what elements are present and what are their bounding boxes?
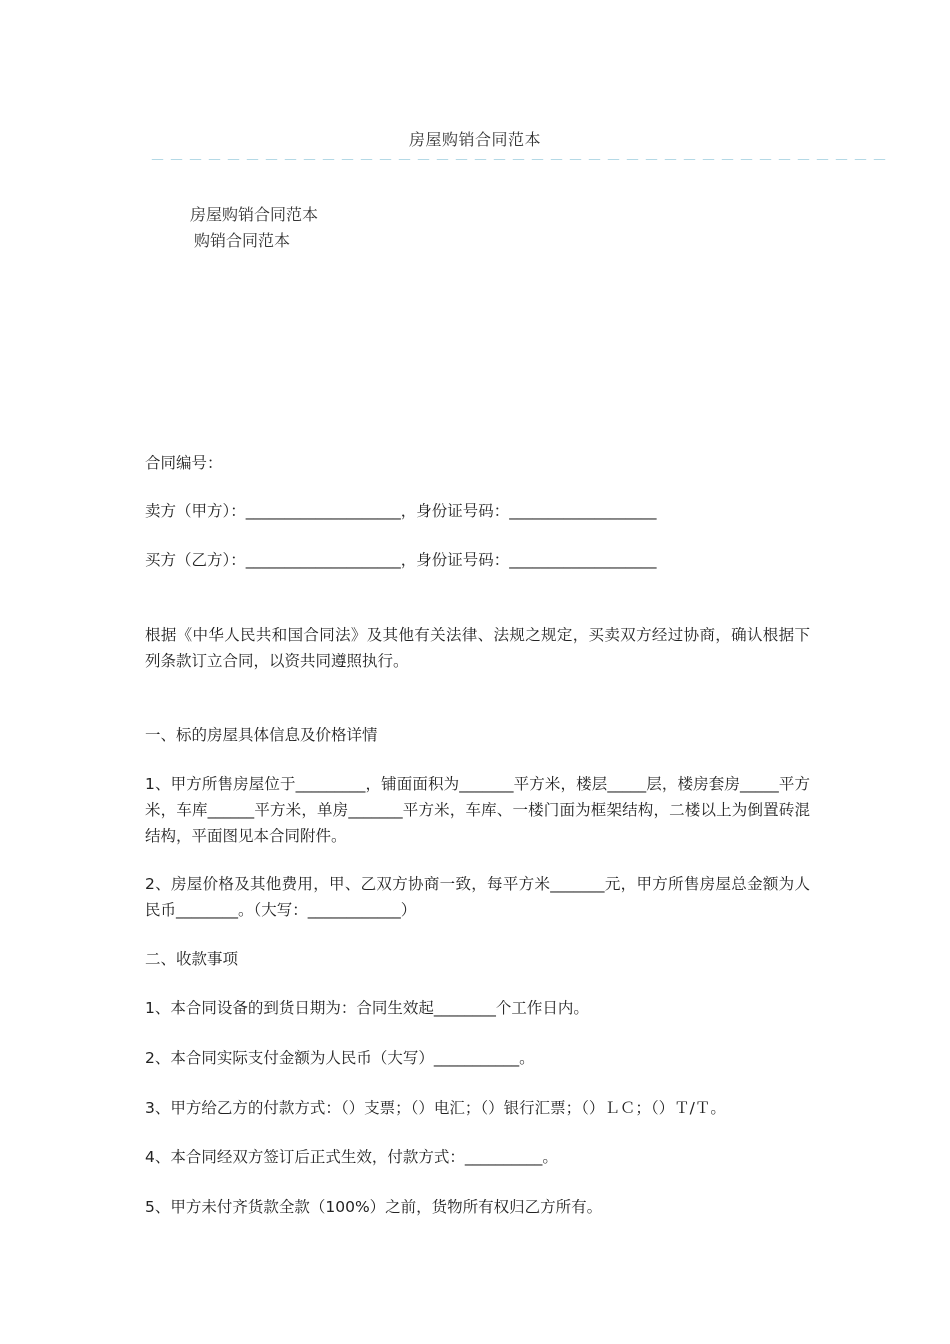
section1-item2: 2、房屋价格及其他费用，甲、乙双方协商一致，每平方米_______元，甲方所售房屋总金额为人民币________。（大写：____________）	[145, 875, 810, 919]
section1-item1: 1、甲方所售房屋位于_________，铺面面积为_______平方米，楼层_____层，楼房套房_____平方米，车库______平方米，单房_______平方米，车库、一楼门面为框架结构，二楼以上为倒置砖混结构，平面图见本合同附件。	[145, 775, 810, 845]
section1-heading: 一、标的房屋具体信息及价格详情	[145, 726, 378, 744]
section2-heading: 二、收款事项	[145, 950, 239, 968]
section2-item3: 3、甲方给乙方的付款方式：（）支票；（）电汇；（）银行汇票；（）ＬＣ；（）Ｔ/Ｔ。	[145, 1099, 726, 1117]
header-title: 房屋购销合同范本	[408, 130, 541, 149]
contract-number: 合同编号：	[145, 454, 223, 472]
section2-item2: 2、本合同实际支付金额为人民币（大写）___________。	[145, 1049, 535, 1067]
cover-title-line2: 购销合同范本	[194, 231, 291, 250]
seller-line: 卖方（甲方）：____________________，身份证号码：___________________	[145, 502, 657, 520]
buyer-line: 买方（乙方）：____________________，身份证号码：___________________	[145, 551, 657, 569]
section2-item4: 4、本合同经双方签订后正式生效，付款方式：__________。	[145, 1148, 558, 1166]
cover-title-line1: 房屋购销合同范本	[190, 205, 319, 224]
section2-item5: 5、甲方未付齐货款全款（100%）之前，货物所有权归乙方所有。	[145, 1198, 603, 1216]
preamble-paragraph: 根据《中华人民共和国合同法》及其他有关法律、法规之规定，买卖双方经过协商，确认根据下列条款订立合同，以资共同遵照执行。	[145, 626, 810, 670]
header-divider: －－－－－－－－－－－－－－－－－－－－－－－－－－－－－－－－－－－－－－－	[150, 151, 892, 169]
section2-item1: 1、本合同设备的到货日期为：合同生效起________个工作日内。	[145, 999, 589, 1017]
